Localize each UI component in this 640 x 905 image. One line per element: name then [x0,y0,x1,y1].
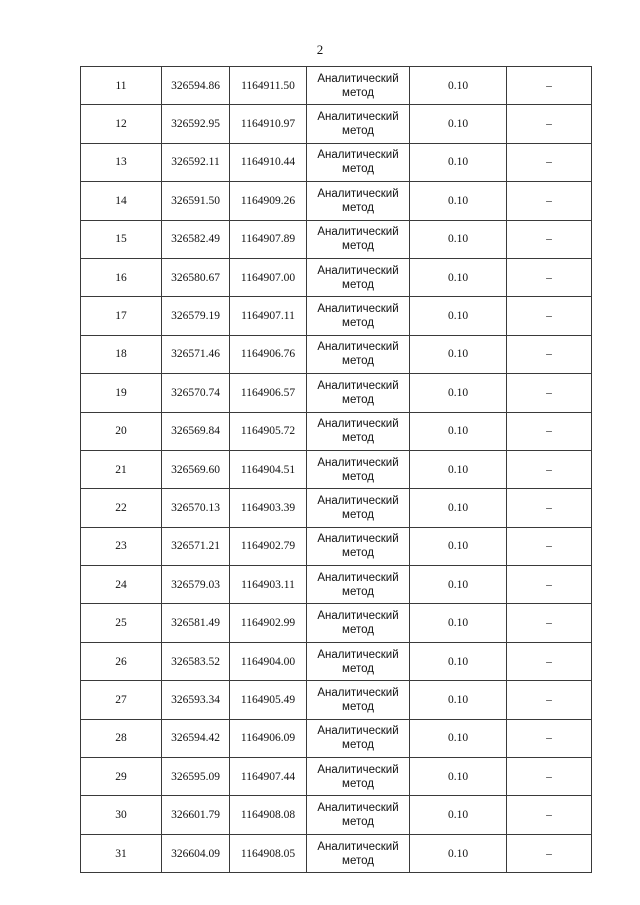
point-number: 18 [81,335,162,373]
method-line-1: Аналитический [317,533,399,546]
method-cell [307,604,410,642]
coord-x: 326569.60 [162,450,230,488]
table-row [81,67,592,105]
point-number: 28 [81,719,162,757]
method-line-2: метод [342,125,374,138]
coord-y: 1164910.44 [230,143,307,181]
method-line-1: Аналитический [317,725,399,738]
coord-x: 326583.52 [162,642,230,680]
method-line-2: метод [342,355,374,368]
method-line-2: метод [342,662,374,675]
note: – [507,527,592,565]
coord-x: 326581.49 [162,604,230,642]
coordinates-table-body [81,67,592,873]
coordinates-table [80,66,592,873]
method-line-2: метод [342,240,374,253]
method-cell [307,412,410,450]
precision: 0.10 [410,681,507,719]
table-row [81,105,592,143]
coord-y: 1164907.44 [230,758,307,796]
point-number: 27 [81,681,162,719]
table-row [81,412,592,450]
note: – [507,604,592,642]
point-number: 15 [81,220,162,258]
precision: 0.10 [410,796,507,834]
method-cell [307,143,410,181]
coord-x: 326579.19 [162,297,230,335]
note: – [507,297,592,335]
point-number: 22 [81,489,162,527]
method-cell [307,489,410,527]
precision: 0.10 [410,105,507,143]
coord-y: 1164907.11 [230,297,307,335]
coord-y: 1164908.08 [230,796,307,834]
coord-y: 1164906.76 [230,335,307,373]
note: – [507,182,592,220]
coord-y: 1164906.57 [230,374,307,412]
coord-x: 326570.74 [162,374,230,412]
method-line-1: Аналитический [317,187,399,200]
method-line-2: метод [342,470,374,483]
note: – [507,566,592,604]
point-number: 24 [81,566,162,604]
method-line-2: метод [342,163,374,176]
point-number: 21 [81,450,162,488]
note: – [507,681,592,719]
note: – [507,220,592,258]
method-line-1: Аналитический [317,686,399,699]
method-cell [307,67,410,105]
method-cell [307,758,410,796]
coord-x: 326594.86 [162,67,230,105]
table-row [81,258,592,296]
method-cell [307,642,410,680]
coord-x: 326571.21 [162,527,230,565]
method-line-2: метод [342,508,374,521]
method-line-2: метод [342,86,374,99]
precision: 0.10 [410,489,507,527]
method-line-2: метод [342,201,374,214]
table-row [81,220,592,258]
method-line-2: метод [342,278,374,291]
note: – [507,143,592,181]
method-line-2: метод [342,700,374,713]
coord-x: 326582.49 [162,220,230,258]
precision: 0.10 [410,258,507,296]
table-row [81,796,592,834]
coord-x: 326595.09 [162,758,230,796]
method-cell [307,834,410,872]
table-row [81,834,592,872]
table-row [81,182,592,220]
coord-x: 326571.46 [162,335,230,373]
point-number: 26 [81,642,162,680]
method-cell [307,796,410,834]
method-line-1: Аналитический [317,840,399,853]
point-number: 20 [81,412,162,450]
method-cell [307,182,410,220]
table-row [81,450,592,488]
table-row [81,719,592,757]
coord-x: 326593.34 [162,681,230,719]
note: – [507,719,592,757]
coord-y: 1164907.89 [230,220,307,258]
coord-y: 1164902.79 [230,527,307,565]
coord-y: 1164905.49 [230,681,307,719]
coord-x: 326569.84 [162,412,230,450]
point-number: 13 [81,143,162,181]
coord-y: 1164908.05 [230,834,307,872]
point-number: 29 [81,758,162,796]
coord-x: 326604.09 [162,834,230,872]
method-line-2: метод [342,393,374,406]
method-line-2: метод [342,739,374,752]
note: – [507,374,592,412]
note: – [507,105,592,143]
method-line-1: Аналитический [317,418,399,431]
table-row [81,758,592,796]
method-line-1: Аналитический [317,610,399,623]
coord-x: 326594.42 [162,719,230,757]
method-line-1: Аналитический [317,226,399,239]
point-number: 14 [81,182,162,220]
method-cell [307,566,410,604]
page-number: 2 [316,42,324,57]
method-line-2: метод [342,624,374,637]
point-number: 16 [81,258,162,296]
method-line-1: Аналитический [317,379,399,392]
precision: 0.10 [410,604,507,642]
table-row [81,604,592,642]
note: – [507,67,592,105]
point-number: 23 [81,527,162,565]
table-row [81,566,592,604]
coord-y: 1164906.09 [230,719,307,757]
precision: 0.10 [410,642,507,680]
precision: 0.10 [410,758,507,796]
method-cell [307,297,410,335]
note: – [507,796,592,834]
coord-y: 1164903.39 [230,489,307,527]
precision: 0.10 [410,566,507,604]
coord-y: 1164903.11 [230,566,307,604]
method-line-2: метод [342,816,374,829]
method-line-1: Аналитический [317,456,399,469]
note: – [507,642,592,680]
point-number: 25 [81,604,162,642]
method-line-1: Аналитический [317,763,399,776]
method-line-2: метод [342,777,374,790]
table-row [81,642,592,680]
table-row [81,297,592,335]
method-cell [307,258,410,296]
table-row [81,335,592,373]
method-line-2: метод [342,585,374,598]
method-line-2: метод [342,547,374,560]
precision: 0.10 [410,335,507,373]
point-number: 11 [81,67,162,105]
coord-y: 1164904.51 [230,450,307,488]
coord-x: 326570.13 [162,489,230,527]
method-line-1: Аналитический [317,341,399,354]
coord-y: 1164909.26 [230,182,307,220]
precision: 0.10 [410,143,507,181]
point-number: 19 [81,374,162,412]
note: – [507,489,592,527]
method-line-2: метод [342,432,374,445]
precision: 0.10 [410,67,507,105]
method-cell [307,719,410,757]
precision: 0.10 [410,297,507,335]
coord-y: 1164904.00 [230,642,307,680]
note: – [507,834,592,872]
method-line-1: Аналитический [317,111,399,124]
table-row [81,374,592,412]
point-number: 30 [81,796,162,834]
method-line-2: метод [342,317,374,330]
method-cell [307,450,410,488]
method-line-1: Аналитический [317,72,399,85]
coord-x: 326601.79 [162,796,230,834]
precision: 0.10 [410,182,507,220]
coord-y: 1164902.99 [230,604,307,642]
coord-x: 326580.67 [162,258,230,296]
precision: 0.10 [410,719,507,757]
precision: 0.10 [410,527,507,565]
note: – [507,412,592,450]
coord-x: 326591.50 [162,182,230,220]
table-row [81,489,592,527]
precision: 0.10 [410,450,507,488]
method-line-1: Аналитический [317,494,399,507]
coord-x: 326592.11 [162,143,230,181]
precision: 0.10 [410,412,507,450]
table-row [81,681,592,719]
coord-y: 1164910.97 [230,105,307,143]
method-line-1: Аналитический [317,571,399,584]
coord-x: 326592.95 [162,105,230,143]
table-row [81,527,592,565]
note: – [507,258,592,296]
method-cell [307,335,410,373]
point-number: 17 [81,297,162,335]
method-line-1: Аналитический [317,802,399,815]
precision: 0.10 [410,834,507,872]
method-cell [307,527,410,565]
coord-y: 1164905.72 [230,412,307,450]
method-cell [307,681,410,719]
precision: 0.10 [410,220,507,258]
method-line-2: метод [342,854,374,867]
note: – [507,335,592,373]
method-cell [307,374,410,412]
coord-y: 1164907.00 [230,258,307,296]
precision: 0.10 [410,374,507,412]
note: – [507,758,592,796]
method-line-1: Аналитический [317,303,399,316]
method-line-1: Аналитический [317,264,399,277]
point-number: 12 [81,105,162,143]
method-cell [307,220,410,258]
coord-x: 326579.03 [162,566,230,604]
method-line-1: Аналитический [317,648,399,661]
coord-y: 1164911.50 [230,67,307,105]
method-cell [307,105,410,143]
table-row [81,143,592,181]
point-number: 31 [81,834,162,872]
note: – [507,450,592,488]
method-line-1: Аналитический [317,149,399,162]
